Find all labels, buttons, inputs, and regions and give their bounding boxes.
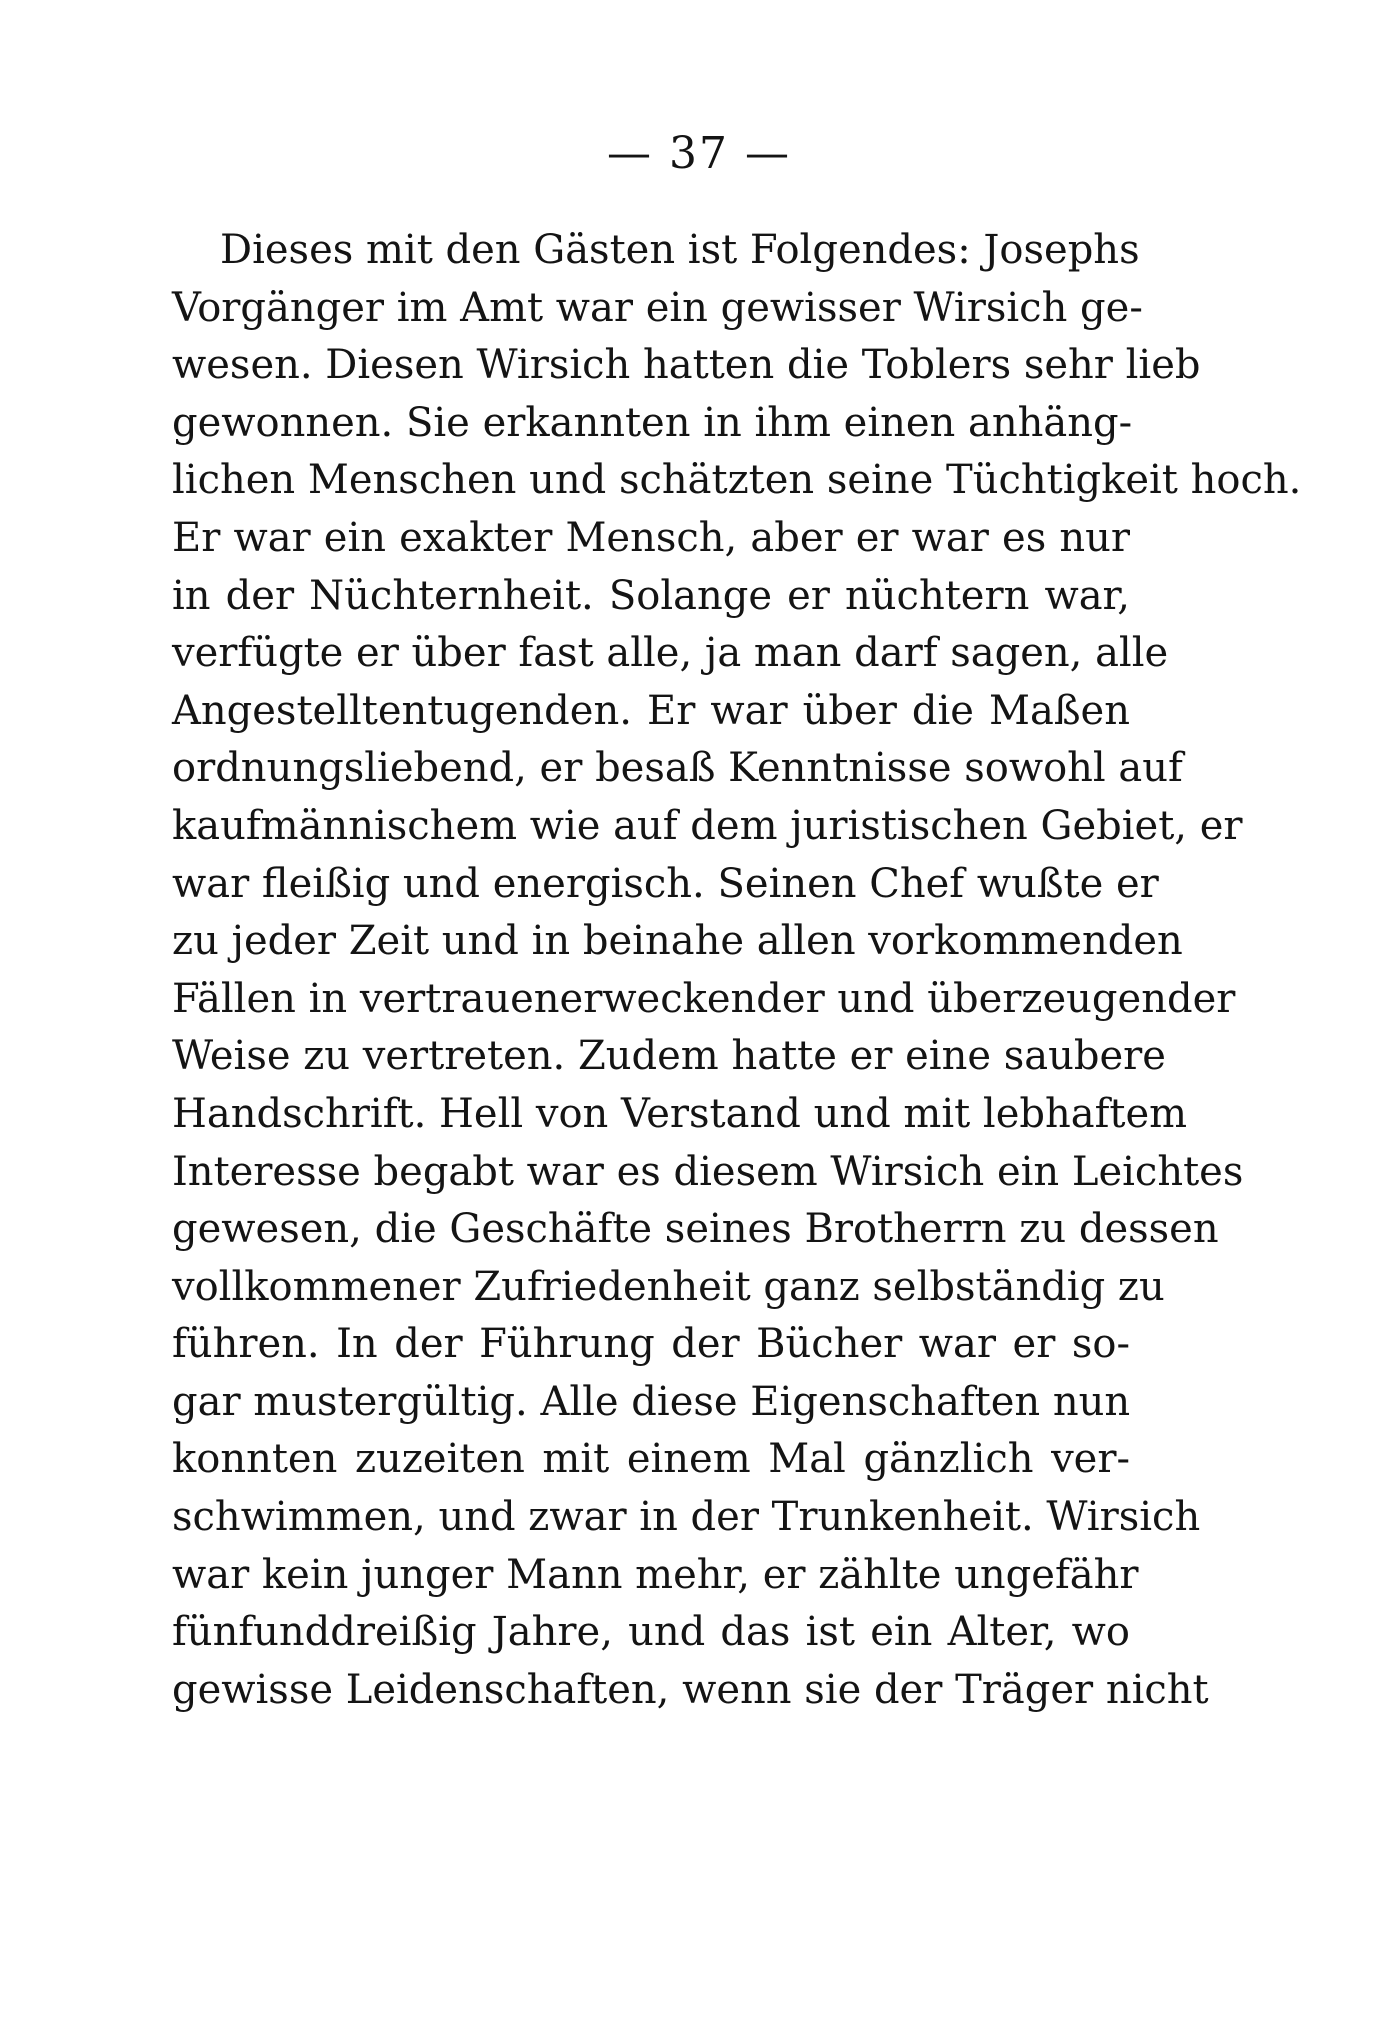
text-line: Handschrift. Hell von Verstand und mit lebhaftem: [172, 1090, 1188, 1137]
body-text: [172, 222, 1302, 1719]
text-line: Angestelltentugenden. Er war über die Maßen: [172, 687, 1130, 734]
text-line: lichen Menschen und schätzten seine Tüchtigkeit hoch.: [172, 457, 1302, 504]
text-line: zu jeder Zeit und in beinahe allen vorkommenden: [172, 918, 1183, 965]
text-line: Er war ein exakter Mensch, aber er war es nur: [172, 514, 1130, 561]
text-line: war fleißig und energisch. Seinen Chef wußte er: [172, 860, 1159, 907]
text-line: konnten zuzeiten mit einem Mal gänzlich ver-: [172, 1436, 1130, 1483]
text-line: gar mustergültig. Alle diese Eigenschaften nun: [172, 1378, 1131, 1425]
text-line: ordnungsliebend, er besaß Kenntnisse sowohl auf: [172, 745, 1183, 792]
text-line: Weise zu vertreten. Zudem hatte er eine saubere: [172, 1033, 1166, 1080]
text-line: schwimmen, und zwar in der Trunkenheit. Wirsich: [172, 1494, 1201, 1541]
text-line: Fällen in vertrauenerweckender und überzeugender: [172, 975, 1236, 1022]
text-line: gewisse Leidenschaften, wenn sie der Träger nicht: [172, 1666, 1209, 1713]
page-number: — 37 —: [607, 128, 791, 179]
text-line: verfügte er über fast alle, ja man darf sagen, alle: [172, 630, 1169, 677]
text-line: Dieses mit den Gästen ist Folgendes: Josephs: [220, 227, 1140, 273]
text-line: war kein junger Mann mehr, er zählte ungefähr: [172, 1551, 1139, 1598]
text-line: gewesen, die Geschäfte seines Brotherrn zu dessen: [172, 1206, 1219, 1253]
text-line: wesen. Diesen Wirsich hatten die Toblers sehr lieb: [172, 342, 1201, 389]
text-line: kaufmännischem wie auf dem juristischen Gebiet, er: [172, 802, 1243, 849]
text-line: vollkommener Zufriedenheit ganz selbständig zu: [172, 1263, 1165, 1310]
text-line: gewonnen. Sie erkannten in ihm einen anhäng-: [172, 399, 1133, 446]
text-line: in der Nüchternheit. Solange er nüchtern war,: [172, 572, 1130, 619]
text-line: fünfunddreißig Jahre, und das ist ein Alter, wo: [172, 1609, 1130, 1656]
text-line: führen. In der Führung der Bücher war er so-: [172, 1321, 1130, 1368]
text-line: Vorgänger im Amt war ein gewisser Wirsich ge-: [172, 284, 1143, 331]
text-line: Interesse begabt war es diesem Wirsich ein Leichtes: [172, 1148, 1244, 1195]
